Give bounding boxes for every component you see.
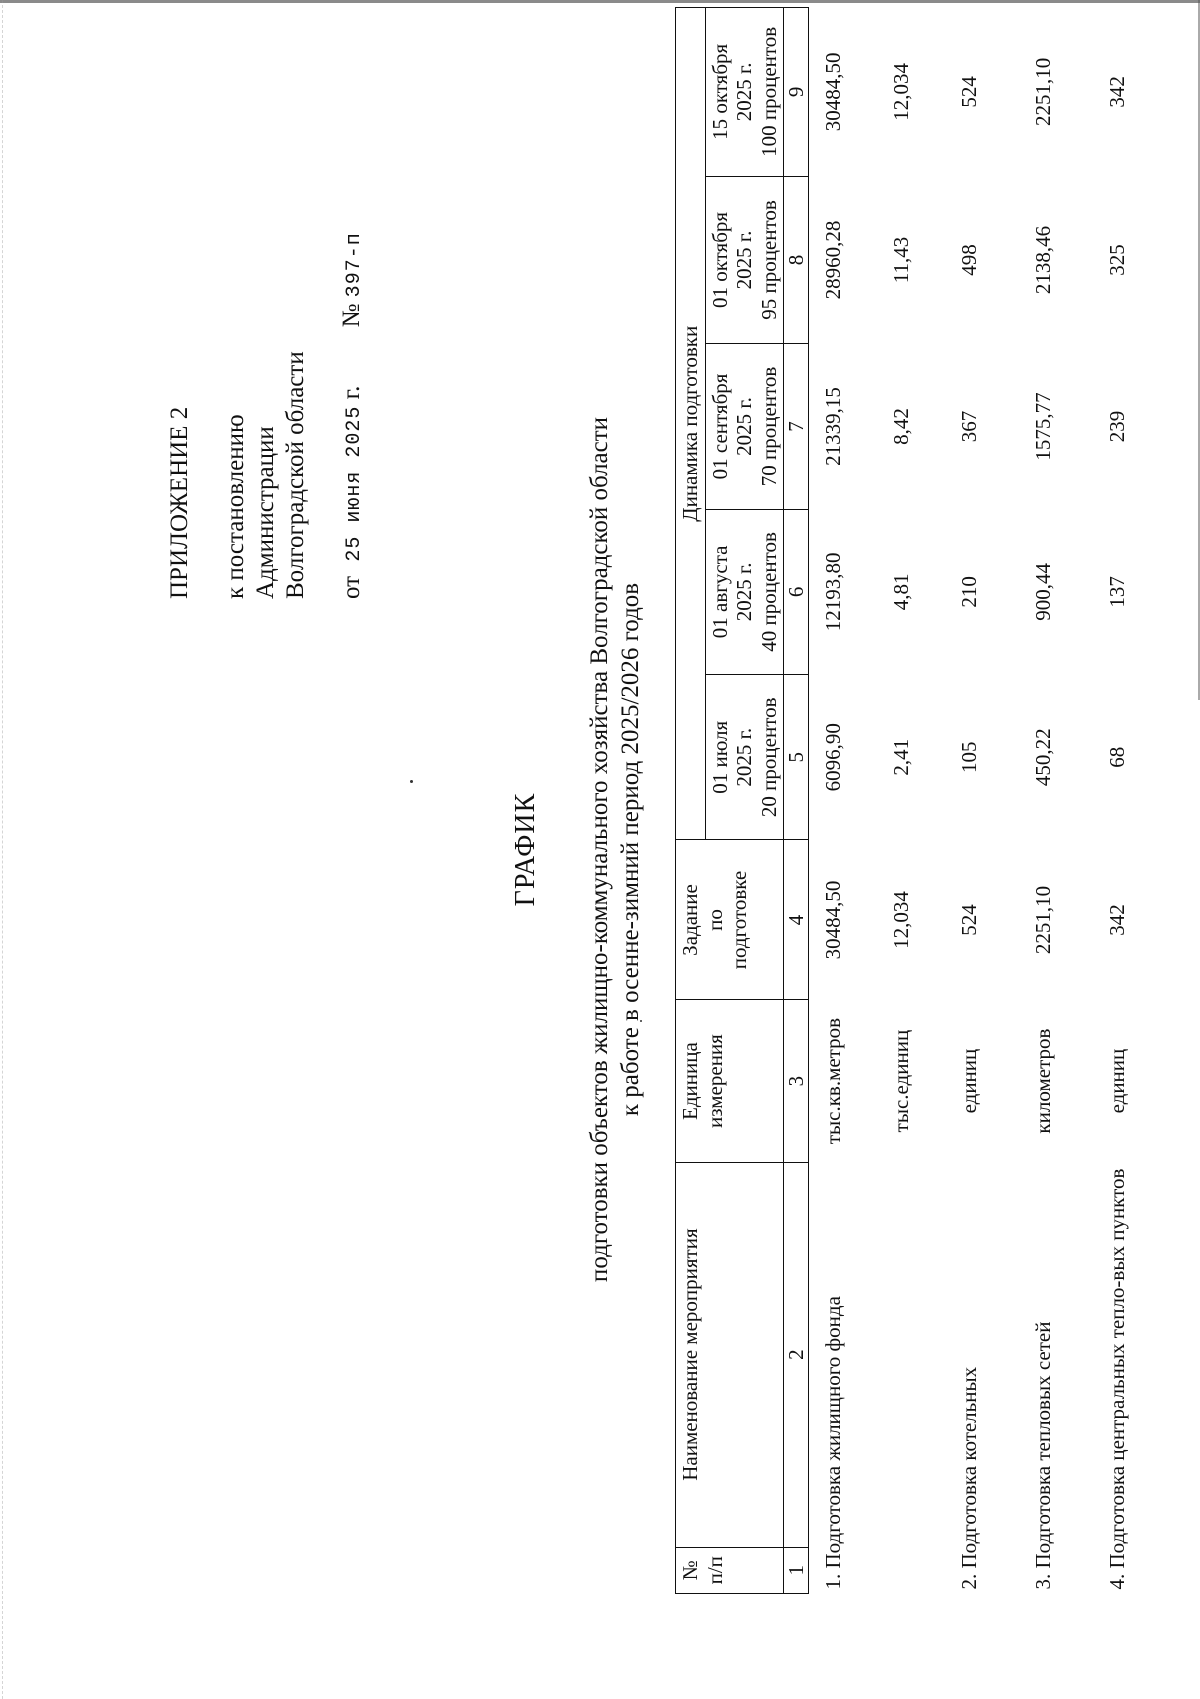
column-number: 6 [784, 509, 809, 674]
row-value: 2138,46 [1031, 225, 1056, 295]
header-period-5: 15 октября 2025 г. 100 процентов [705, 8, 784, 177]
row-value: 137 [1105, 576, 1130, 608]
column-number: 1 [784, 1547, 809, 1593]
table-row [885, 8, 947, 1594]
row-value: 524 [957, 904, 982, 936]
row-name: 4. Подготовка центральных тепло-вых пунктов [1105, 1168, 1130, 1590]
header-num: № п/п [676, 1547, 784, 1593]
row-unit: единиц [1105, 1048, 1130, 1114]
date-handwritten: 25 июня 2025 [343, 405, 366, 562]
number-prefix: № [338, 303, 365, 328]
row-value: 342 [1105, 904, 1130, 936]
row-name: 3. Подготовка тепловых сетей [1031, 1321, 1056, 1590]
row-name: 2. Подготовка котельных [957, 1366, 982, 1590]
row-value: 900,44 [1031, 563, 1056, 621]
header-period-4: 01 октября 2025 г. 95 процентов [705, 176, 784, 344]
date-prefix: от [338, 575, 365, 599]
appendix-heading: ПРИЛОЖЕНИЕ 2 [166, 406, 193, 599]
row-unit: километров [1031, 1028, 1056, 1134]
row-value: 2251,10 [1031, 57, 1056, 126]
subtitle-line-2: к работе в осенне-зимний период 2025/2026 годов [616, 582, 644, 1117]
column-number: 2 [784, 1162, 809, 1547]
column-number: 8 [784, 176, 809, 344]
column-number: 9 [784, 8, 809, 177]
number-handwritten: 397-п [343, 232, 366, 298]
row-value: 1575,77 [1031, 392, 1056, 461]
appendix-line-1: к постановлению [222, 414, 249, 599]
date-suffix: г. [338, 385, 365, 400]
row-unit: тыс.единиц [889, 1029, 914, 1133]
row-value: 30484,50 [821, 52, 846, 132]
row-value: 450,22 [1031, 728, 1056, 787]
table-row [1021, 8, 1095, 1594]
row-value: 11,43 [889, 236, 914, 284]
row-value: 30484,50 [821, 880, 846, 960]
appendix-date-line [337, 232, 367, 599]
column-number: 4 [784, 840, 809, 1000]
row-value: 12,034 [889, 891, 914, 949]
header-unit: Единица измерения [676, 1000, 784, 1162]
row-value: 105 [957, 741, 982, 774]
column-number: 3 [784, 1000, 809, 1162]
header-period-1: 01 июля 2025 г. 20 процентов [705, 675, 784, 840]
row-value: 8,42 [889, 408, 914, 445]
document-title: ГРАФИК [510, 792, 541, 907]
row-value: 21339,15 [821, 387, 846, 466]
column-number: 7 [784, 344, 809, 509]
row-value: 524 [957, 76, 982, 108]
header-period-3: 01 сентября 2025 г. 70 процентов [705, 344, 784, 509]
row-value: 2251,10 [1031, 885, 1056, 955]
column-number: 5 [784, 675, 809, 840]
table-row [809, 8, 886, 1594]
row-value: 6096,90 [821, 723, 846, 792]
row-value: 210 [957, 576, 982, 608]
appendix-line-2: Администрации [252, 426, 279, 599]
schedule-table [675, 7, 1169, 1594]
row-name: 1. Подготовка жилищного фонда [821, 1296, 846, 1590]
row-value: 325 [1105, 244, 1130, 276]
header-name: Наименование мероприятия [676, 1162, 784, 1547]
row-value: 2,41 [889, 738, 914, 776]
row-value: 367 [957, 410, 982, 443]
subtitle-line-1: подготовки объектов жилищно-коммунального хозяйства Волгоградской области [586, 416, 613, 1283]
appendix-block [165, 232, 367, 599]
row-value: 239 [1105, 410, 1130, 443]
row-unit: тыс.кв.метров [821, 1017, 846, 1145]
row-value: 342 [1105, 76, 1130, 108]
row-value: 68 [1105, 746, 1130, 768]
document-subtitle [585, 0, 646, 1699]
header-task: Задание по подготовке [676, 840, 784, 1000]
row-name [885, 1162, 947, 1593]
row-value: 4,81 [889, 573, 914, 611]
header-dynamics: Динамика подготовки [676, 8, 706, 840]
appendix-line-3: Волгоградской области [282, 351, 309, 599]
table-row [947, 8, 1021, 1594]
table-row [1095, 8, 1169, 1594]
row-value: 28960,28 [821, 220, 846, 300]
row-value: 12,034 [889, 62, 914, 121]
header-period-2: 01 августа 2025 г. 40 процентов [705, 509, 784, 674]
row-value: 12193,80 [821, 552, 846, 632]
row-value: 498 [957, 244, 982, 276]
row-unit: единиц [957, 1048, 982, 1114]
